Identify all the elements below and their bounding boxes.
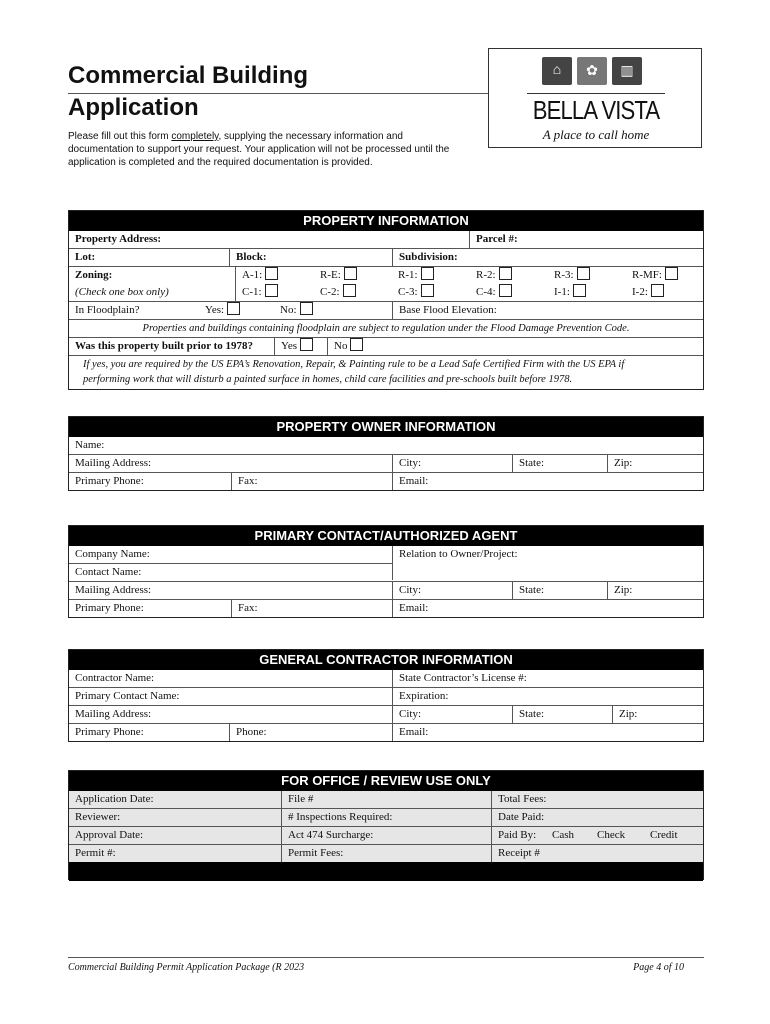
owner-section [68,416,704,491]
zone-label: R-MF: [632,269,662,281]
zone-checkbox[interactable] [343,284,356,297]
office-footer-bar [69,862,703,881]
logo-name: BELLA VISTA [532,95,660,125]
property-address-field[interactable]: Property Address: [75,233,162,245]
zone-checkbox[interactable] [499,284,512,297]
zoning-note: (Check one box only) [75,286,169,298]
zone-checkbox[interactable] [265,284,278,297]
contractor-zip-field[interactable]: Zip: [612,706,703,723]
contractor-section [68,649,704,742]
contractor-state-field[interactable]: State: [512,706,612,723]
logo-tagline: A place to call home [542,127,650,142]
owner-mailing-field[interactable]: Mailing Address: [75,457,152,469]
zone-option[interactable] [392,284,470,301]
contact-zip-field[interactable]: Zip: [607,582,703,599]
contact-section [68,525,704,618]
office-field-label: Reviewer: [75,811,121,823]
contact-mailing-row [69,581,703,599]
owner-fax-field[interactable]: Fax: [231,473,392,490]
zone-label: C-3: [398,286,418,298]
contact-phone-field[interactable]: Primary Phone: [75,602,144,614]
office-field[interactable] [281,827,491,844]
contact-name-row [69,563,392,581]
zone-checkbox[interactable] [344,267,357,280]
office-row [69,791,703,808]
section-heading: PRIMARY CONTACT/AUTHORIZED AGENT [69,526,703,546]
office-field-label: Total Fees: [498,793,547,805]
zone-option[interactable] [626,267,704,284]
footer-divider [68,957,704,958]
zone-option[interactable] [392,267,470,284]
zone-label: R-3: [554,269,574,281]
office-field-label: # Inspections Required: [288,811,393,823]
contact-name-field[interactable]: Contact Name: [75,566,142,578]
pay-method-option[interactable]: Cash [552,829,574,841]
contact-fax-field[interactable]: Fax: [231,600,392,617]
zoning-label [69,267,235,301]
intro-text [68,130,468,169]
zone-option[interactable] [626,284,704,301]
zone-label: A-1: [242,269,263,281]
zone-checkbox[interactable] [499,267,512,280]
office-field-label: Act 474 Surcharge: [288,829,374,841]
bicycle-icon: ✿ [577,57,607,85]
subdivision-field[interactable]: Subdivision: [392,249,703,266]
owner-name-row [69,437,703,454]
zone-label: C-2: [320,286,340,298]
building-icon: ▥ [612,57,642,85]
zoning-options [235,267,703,301]
office-field[interactable] [281,809,491,826]
flood-note: Properties and buildings containing floodplain are subject to regulation under the Flood Damage Prevention Code. [142,323,630,334]
zone-label: R-2: [476,269,496,281]
section-heading: FOR OFFICE / REVIEW USE ONLY [69,771,703,791]
flood-note-row [69,319,703,337]
license-field[interactable]: State Contractor’s License #: [392,670,703,687]
built-1978-label: Was this property built prior to 1978? [75,340,254,352]
office-field[interactable] [491,845,703,862]
zone-checkbox[interactable] [265,267,278,280]
floodplain-yes-checkbox[interactable] [227,302,240,315]
pay-method-option[interactable]: Credit [650,829,678,841]
contact-city-field[interactable]: City: [392,582,512,599]
zone-label: R-E: [320,269,341,281]
office-field[interactable] [491,791,703,808]
footer-page-number: Page 4 of 10 [633,962,684,973]
block-field[interactable]: Block: [229,249,392,266]
address-row [69,231,703,248]
owner-phone-field[interactable]: Primary Phone: [75,475,144,487]
contact-mailing-field[interactable]: Mailing Address: [75,584,152,596]
zone-label: I-2: [632,286,648,298]
epa-note-row [69,355,703,389]
zone-checkbox[interactable] [421,284,434,297]
title-line-2: Application [68,94,199,121]
section-heading: PROPERTY INFORMATION [69,211,703,231]
office-field[interactable] [491,809,703,826]
intro-part-a: Please fill out this form [68,131,172,142]
zone-option[interactable] [236,284,314,301]
title-divider [68,93,488,94]
contractor-city-field[interactable]: City: [392,706,512,723]
zone-option[interactable] [470,267,548,284]
zone-label: I-1: [554,286,570,298]
zone-option[interactable] [548,267,626,284]
floodplain-no-checkbox[interactable] [300,302,313,315]
zoning-row [69,266,703,301]
company-name-field[interactable]: Company Name: [75,548,150,560]
office-field-label: Paid By: [498,829,537,841]
lot-row [69,248,703,266]
contractor-contact-row [69,687,703,705]
zone-label: C-4: [476,286,496,298]
zone-option[interactable] [236,267,314,284]
floodplain-yes[interactable] [199,302,249,319]
zone-checkbox[interactable] [573,284,586,297]
company-row [69,546,703,563]
office-field-label: Application Date: [75,793,154,805]
office-field-label: Date Paid: [498,811,545,823]
page-title [68,60,308,124]
contractor-contact-field[interactable]: Primary Contact Name: [75,690,180,702]
no-label: No: [280,304,297,316]
footer-left: Commercial Building Permit Application Package (R 2023 [68,962,305,973]
contractor-name-row [69,670,703,687]
yes-label: Yes [281,340,298,352]
zoning-title: Zoning: [75,269,113,281]
built-yes[interactable] [274,338,327,355]
epa-note-line-2: performing work that will disturb a painted surface in homes, child care facilities and pre-schools built before 1978. [83,374,573,385]
office-field[interactable] [281,845,491,862]
parcel-field[interactable]: Parcel #: [469,231,703,248]
built-no[interactable] [327,338,377,355]
contractor-mailing-field[interactable]: Mailing Address: [75,708,152,720]
contact-phone-row [69,599,703,617]
zone-checkbox[interactable] [665,267,678,280]
contractor-mailing-row [69,705,703,723]
bella-vista-logo [488,48,702,148]
no-label: No [334,340,348,352]
contact-email-field[interactable]: Email: [392,600,703,617]
floodplain-row [69,301,703,319]
expiration-field[interactable]: Expiration: [392,688,703,705]
office-section [68,770,704,880]
logo-icons [542,57,642,85]
contact-state-field[interactable]: State: [512,582,607,599]
office-field-label: File # [288,793,314,805]
owner-email-field[interactable]: Email: [392,473,703,490]
contractor-email-field[interactable]: Email: [392,724,703,741]
zone-option[interactable] [548,284,626,301]
zone-option[interactable] [314,284,392,301]
contractor-primary-phone-field[interactable]: Primary Phone: [75,726,144,738]
title-line-1: Commercial Building [68,62,309,89]
yes-label: Yes: [205,304,225,316]
zone-checkbox[interactable] [651,284,664,297]
zone-label: R-1: [398,269,418,281]
contractor-phone-row [69,723,703,741]
office-rows [69,791,703,862]
relation-field[interactable]: Relation to Owner/Project: [392,546,703,580]
floodplain-no[interactable] [274,302,394,319]
pay-method-option[interactable]: Check [597,829,626,841]
built-yes-checkbox[interactable] [300,338,313,351]
base-flood-field[interactable]: Base Flood Elevation: [392,302,703,319]
office-field-label: Approval Date: [75,829,144,841]
house-icon: ⌂ [542,57,572,85]
office-row [69,826,703,844]
office-row [69,844,703,862]
contractor-phone-field[interactable]: Phone: [229,724,392,741]
built-1978-row [69,337,703,355]
lot-field[interactable]: Lot: [75,251,96,263]
epa-note-line-1: If yes, you are required by the US EPA’s Renovation, Repair, & Painting rule to be a Lead Safe Certified Firm with the US EPA if [83,359,625,370]
office-field[interactable] [491,827,703,844]
office-field[interactable] [69,791,281,808]
floodplain-label: In Floodplain? [75,304,140,316]
property-section [68,210,704,390]
owner-name-field[interactable]: Name: [75,439,105,451]
owner-mailing-row [69,454,703,472]
zone-option[interactable] [470,284,548,301]
office-field[interactable] [281,791,491,808]
office-field[interactable] [69,845,281,862]
built-no-checkbox[interactable] [350,338,363,351]
contractor-name-field[interactable]: Contractor Name: [75,672,155,684]
office-row [69,808,703,826]
zone-checkbox[interactable] [421,267,434,280]
section-heading: GENERAL CONTRACTOR INFORMATION [69,650,703,670]
office-field-label: Permit #: [75,847,116,859]
office-field-label: Receipt # [498,847,540,859]
zone-option[interactable] [314,267,392,284]
owner-phone-row [69,472,703,490]
owner-zip-field[interactable]: Zip: [607,455,703,472]
owner-state-field[interactable]: State: [512,455,607,472]
section-heading: PROPERTY OWNER INFORMATION [69,417,703,437]
intro-underlined: completely [171,131,219,142]
intro-part-b: , supplying the necessary information and documentation to support your request. Your application will not be processed until the application is completed and the required documentation is provided. [68,131,450,168]
office-field[interactable] [69,809,281,826]
logo-rule [527,93,665,94]
office-field[interactable] [69,827,281,844]
owner-city-field[interactable]: City: [392,455,512,472]
office-field-label: Permit Fees: [288,847,344,859]
zone-checkbox[interactable] [577,267,590,280]
zone-label: C-1: [242,286,262,298]
